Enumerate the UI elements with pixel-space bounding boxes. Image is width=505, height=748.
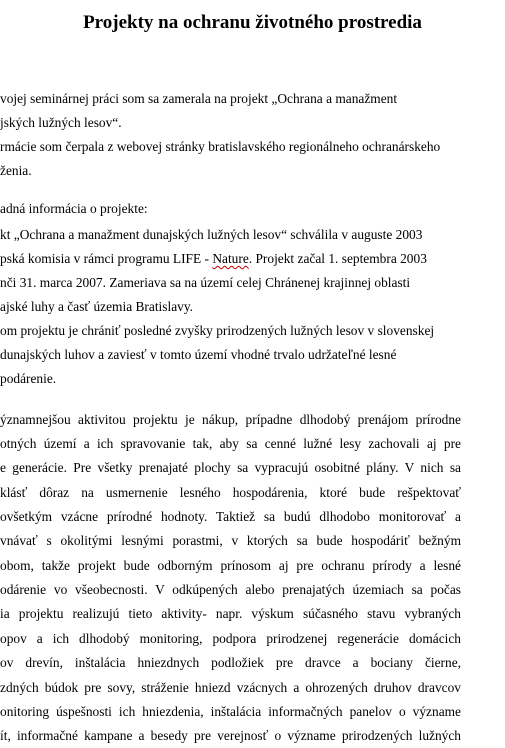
project-line: dunajských luhov a zaviesť v tomto území vhodné trvalo udržateľné lesné: [0, 347, 397, 362]
project-line: kt „Ochrana a manažment dunajských lužných lesov“ schválila v auguste 2003: [0, 227, 423, 242]
page-title: Projekty na ochranu životného prostredia: [83, 12, 422, 33]
body-line: ít, informačné kampane a besedy pre verejnosť o význame prirodzených lužných: [0, 728, 461, 743]
project-line: [0, 250, 427, 268]
body-line: opov a ich dlhodobý monitoring, podpora prirodzenej regenerácie domácich: [0, 631, 461, 646]
body-line: zdných búdok pre sovy, stráženie hniezd vzácnych a ohrozených druhov dravcov: [0, 680, 461, 695]
body-line: ia projektu realizujú tieto aktivity- napr. výskum súčasného stavu vybraných: [0, 606, 461, 621]
project-line-text: . Projekt začal 1. septembra 2003: [248, 251, 427, 266]
body-line: klásť dôraz na usmernenie lesného hospodárenia, ktoré bude rešpektovať: [0, 485, 461, 500]
body-line: ýznamnejšou aktivitou projektu je nákup, prípadne dlhodobý prenájom prírodne: [0, 412, 461, 427]
section-heading: adná informácia o projekte:: [0, 201, 148, 216]
intro-line: jských lužných lesov“.: [0, 115, 122, 130]
body-line: otných území a ich spravovanie tak, aby sa cenné lužné lesy zachovali aj pre: [0, 436, 461, 451]
intro-line: ženia.: [0, 163, 32, 178]
body-line: obom, takže projekt bude odborným prínosom aj pre ochranu prírody a lesné: [0, 558, 461, 573]
body-line: odárenie vo všeobecnosti. V odkúpených alebo prenajatých územiach sa počas: [0, 582, 461, 597]
intro-line: vojej seminárnej práci som sa zamerala na projekt „Ochrana a manažment: [0, 91, 398, 106]
body-line: e generácie. Pre všetky prenajaté plochy sa vypracujú osobitné plány. V nich sa: [0, 460, 461, 475]
body-line: onitoring úspešnosti ich hniezdenia, inštalácia informačných panelov o význame: [0, 704, 461, 719]
project-line: nči 31. marca 2007. Zameriava sa na území celej Chránenej krajinnej oblasti: [0, 275, 411, 290]
body-line: vnávať s okolitými lesnými porastmi, v ktorých sa bude hospodáriť bežným: [0, 533, 461, 548]
project-line: om projektu je chrániť posledné zvyšky prirodzených lužných lesov v slovenskej: [0, 323, 435, 338]
project-line: podárenie.: [0, 371, 57, 386]
project-line: ajské luhy a časť územia Bratislavy.: [0, 299, 193, 314]
intro-line: rmácie som čerpala z webovej stránky bratislavského regionálneho ochranárskeho: [0, 139, 441, 154]
spellcheck-marked-word: Nature: [212, 251, 249, 266]
body-line: ovšetkým vzácne prírodné hodnoty. Taktiež sa budú dlhodobo monitorovať a: [0, 509, 461, 524]
body-line: ov drevín, inštalácia hniezdnych podložiek pre dravce a bociany čierne,: [0, 655, 461, 670]
project-line-text: pská komisia v rámci programu LIFE -: [0, 251, 213, 266]
